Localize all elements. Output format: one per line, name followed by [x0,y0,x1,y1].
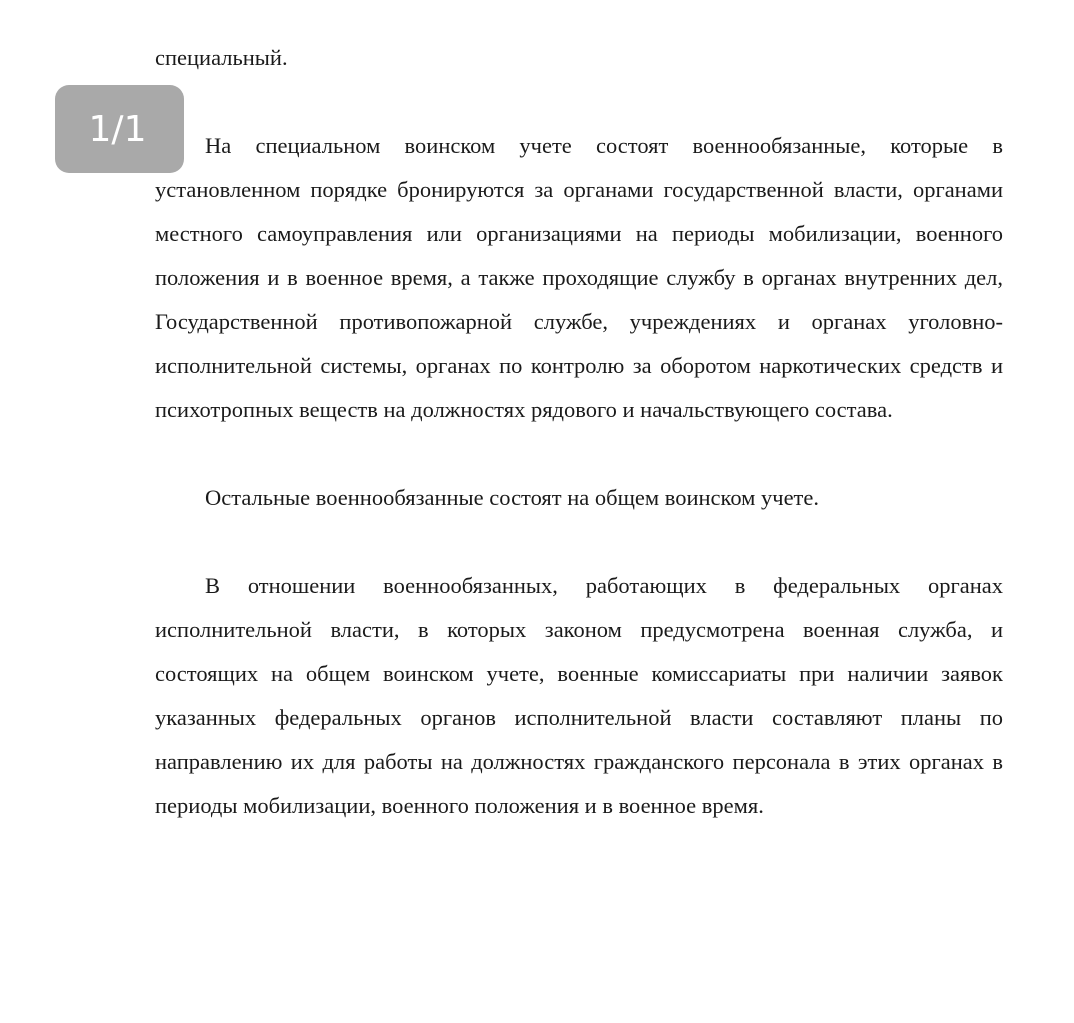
paragraph-gap [155,432,1003,476]
document-page [155,36,1003,828]
page-indicator-badge: 1/1 [55,85,184,173]
paragraph-federal-bodies: В отношении военнообязанных, работающих в федеральных органах исполнительной власти, в которых законом предусмотрена военная служба, и состоящих на общем воинском учете, военные комиссариаты при наличии заявок указанных федеральных органов исполнительной власти составляют планы по направлению их для работы на должностях гражданского персонала в этих органах в периоды мобилизации, военного положения и в военное время. [155,573,1003,818]
paragraph-general-registration: Остальные военнообязанные состоят на общем воинском учете. [205,485,820,510]
paragraph-special-registration: На специальном воинском учете состоят военнообязанные, которые в установленном порядке бронируются за органами государственной власти, органами местного самоуправления или организациями на периоды мобилизации, военного положения и в военное время, а также проходящие службу в органах внутренних дел, Государственной противопожарной службе, учреждениях и органах уголовно-исполнительной системы, органах по контролю за оборотом наркотических средств и психотропных веществ на должностях рядового и начальствующего состава. [155,133,1003,422]
paragraph-gap [155,80,1003,124]
document-fragment-top: специальный. [155,45,288,70]
paragraph-gap [155,520,1003,564]
